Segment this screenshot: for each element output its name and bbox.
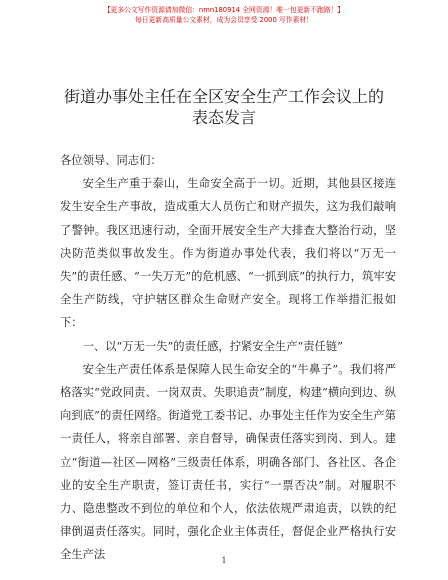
- paragraph-section-1: 安全生产责任体系是保障人民生命安全的“牛鼻子”。我们将严格落实“党政同责、一岗双责、失职追责”制度，构建“横向到边、纵向到底”的责任网络。街道党工委书记、办事处主任作为安全生产第一责任人，将亲自部署、亲自督导，确保责任落实到岗、到人。建立“街道—社区—网格”三级责任体系，明确各部门、各社区、各企业的安全生产职责，签订责任书，实行“一票否决”制。对履职不力、隐患整改不到位的单位和个人，依法依规严肃追责，以铁的纪律倒逼责任落实。同时，强化企业主体责任，督促企业严格执行安全生产法: [60, 362, 396, 562]
- salutation: 各位领导、同志们：: [60, 154, 162, 167]
- section-heading-1: 一、以“万无一失”的责任感，拧紧安全生产“责任链”: [82, 339, 343, 353]
- promo-banner: [0, 6, 448, 25]
- page-number: 1: [221, 556, 227, 565]
- title-line-1: 街道办事处主任在全区安全生产工作会议上的: [63, 87, 384, 106]
- promo-banner-line-1: 【更多公文写作资源请加微信：nmn180914 全网资源！唯一包更新不跑路！】: [103, 6, 345, 14]
- promo-banner-line-2: 每日更新高质量公文素材，成为会员享受 2000 写作素材！: [135, 15, 313, 24]
- document-title: [40, 86, 408, 128]
- paragraph-intro: 安全生产重于泰山，生命安全高于一切。近期，其他县区接连发生安全生产事故，造成重大人员伤亡和财产损失，这为我们敲响了警钟。我区迅速行动，全面开展安全生产大排查大整治行动，坚决防范类似事故发生。作为街道办事处代表，我们将以“万无一失”的责任感、“一失万无”的危机感、“一抓到底”的执行力，筑牢安全生产防线，守护辖区群众生命财产安全。现将工作举措汇报如下：: [60, 177, 396, 330]
- document-body: [60, 149, 396, 567]
- title-line-2: 表态发言: [191, 108, 256, 127]
